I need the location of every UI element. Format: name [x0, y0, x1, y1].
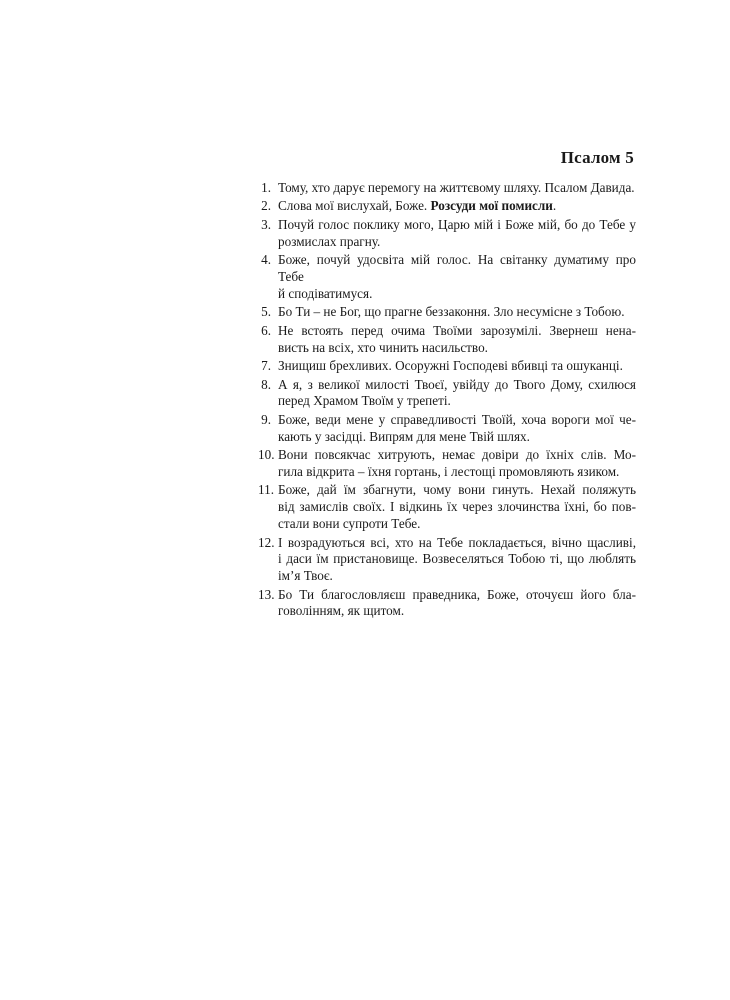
verse-line: Боже, веди мене у справедливості Твоїй, хоча вороги мої че- [278, 411, 636, 427]
verse-1 [258, 180, 636, 197]
verse-number: 11. [258, 482, 274, 498]
verse-line: від замислів своїх. І відкинь їх через злочинства їхні, бо пов- [278, 499, 636, 515]
verse-9 [258, 412, 636, 446]
verse-number: 10. [258, 447, 275, 463]
verse-number: 4. [261, 252, 271, 268]
verse-11 [258, 482, 636, 532]
verse-text [278, 535, 636, 585]
verse-line: Бо Ти – не Бог, що прагне беззаконня. Зло несумісне з Тобою. [278, 304, 625, 320]
verse-line: Вони повсякчас хитрують, немає довіри до їхніх слів. Мо- [278, 447, 636, 463]
verse-text [278, 412, 636, 446]
verse-4 [258, 252, 636, 302]
verse-line: Боже, почуй удосвіта мій голос. На світанку думатиму про Тебе [278, 252, 636, 285]
verse-line: висть на всіх, хто чинить насильство. [278, 339, 488, 355]
verse-7 [258, 358, 636, 375]
verse-number: 8. [261, 376, 271, 392]
verse-line: й сподіватимуся. [278, 285, 373, 301]
verse-line: Боже, дай їм збагнути, чому вони гинуть. Нехай поляжуть [278, 482, 636, 498]
verse-number: 7. [261, 358, 271, 374]
verse-text-bold: Розсуди мої помисли [430, 198, 553, 214]
verse-list [258, 180, 636, 622]
verse-line: гила відкрита – їхня гортань, і лестощі промовляють язиком. [278, 463, 620, 479]
verse-6 [258, 323, 636, 357]
verse-number: 12. [258, 534, 275, 550]
verse-line: І возрадуються всі, хто на Тебе покладається, вічно щасливі, [278, 534, 636, 550]
verse-line: стали вони супроти Тебе. [278, 516, 421, 532]
verse-13 [258, 587, 636, 621]
verse-text [278, 377, 636, 411]
verse-10 [258, 447, 636, 481]
verse-text [278, 304, 636, 321]
verse-number: 3. [261, 216, 271, 232]
verse-line: Не встоять перед очима Твоїми зарозумілі. Звернеш нена- [278, 322, 636, 338]
verse-text [278, 252, 636, 302]
verse-line: перед Храмом Твоїм у трепеті. [278, 393, 451, 409]
verse-line: Знищиш брехливих. Осоружні Господеві вбивці та ошуканці. [278, 358, 623, 374]
verse-text [278, 587, 636, 621]
verse-line: ім’я Твоє. [278, 568, 333, 584]
verse-text [278, 482, 636, 532]
verse-text [278, 217, 636, 251]
verse-text [278, 198, 636, 215]
verse-2 [258, 198, 636, 215]
verse-line: Бо Ти благословляєш праведника, Боже, оточуєш його бла- [278, 586, 636, 602]
verse-number: 13. [258, 586, 275, 602]
verse-number: 5. [261, 304, 271, 320]
verse-number: 9. [261, 411, 271, 427]
verse-text [278, 447, 636, 481]
verse-number: 6. [261, 322, 271, 338]
verse-text [278, 180, 636, 197]
page-title: Псалом 5 [560, 148, 634, 167]
verse-5 [258, 304, 636, 321]
verse-line: розмислах прагну. [278, 233, 381, 249]
verse-line: Почуй голос поклику мого, Царю мій і Боже мій, бо до Тебе у [278, 216, 636, 232]
verse-line: кають у засідці. Випрям для мене Твій шлях. [278, 428, 530, 444]
verse-line [278, 198, 636, 215]
verse-line: Тому, хто дарує перемогу на життєвому шляху. Псалом Давида. [278, 180, 635, 195]
verse-line: говолінням, як щитом. [278, 603, 405, 619]
verse-3 [258, 217, 636, 251]
verse-text [278, 358, 636, 375]
verse-number: 1. [261, 180, 271, 195]
verse-line: і даси їм пристановище. Возвеселяться Тобою ті, що люблять [278, 551, 636, 567]
verse-text-plain: . [552, 198, 557, 214]
verse-line: А я, з великої милості Твоєї, увійду до Твого Дому, схилюся [278, 376, 636, 392]
verse-number: 2. [261, 198, 271, 214]
verse-text-plain: Слова мої вислухай, Боже. [278, 198, 431, 214]
verse-12 [258, 535, 636, 585]
verse-8 [258, 377, 636, 411]
verse-text [278, 323, 636, 357]
